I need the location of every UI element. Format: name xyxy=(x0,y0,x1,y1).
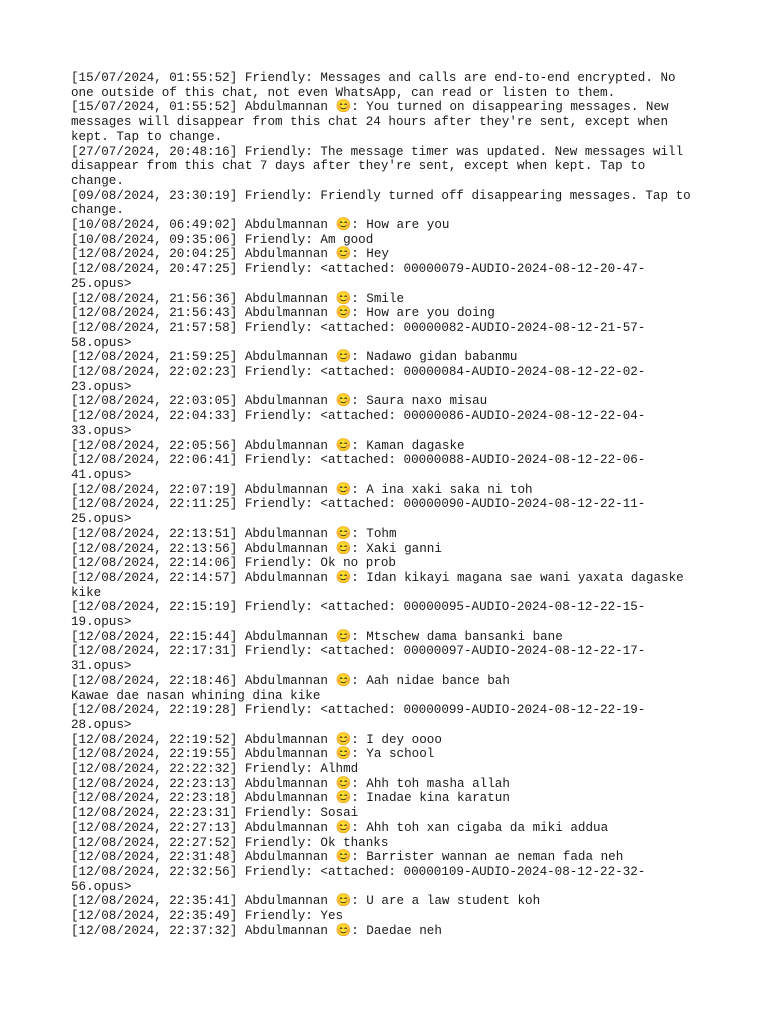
chat-line: [10/08/2024, 06:49:02] Abdulmannan 😊: How are you xyxy=(71,218,450,233)
chat-line: [12/08/2024, 21:59:25] Abdulmannan 😊: Nadawo gidan babanmu xyxy=(71,350,518,365)
chat-line: [12/08/2024, 22:31:48] Abdulmannan 😊: Barrister wannan ae neman fada neh xyxy=(71,850,624,865)
chat-line: [12/08/2024, 22:27:52] Friendly: Ok thanks xyxy=(71,835,389,850)
chat-line: [12/08/2024, 22:22:32] Friendly: Alhmd xyxy=(71,762,359,777)
chat-line: [12/08/2024, 22:07:19] Abdulmannan 😊: A ina xaki saka ni toh xyxy=(71,482,533,497)
chat-line: [12/08/2024, 22:35:41] Abdulmannan 😊: U are a law student koh xyxy=(71,894,541,909)
chat-line: [12/08/2024, 22:19:28] Friendly: <attached: 00000099-AUDIO-2024-08-12-22-19-28.opus> xyxy=(71,703,646,732)
chat-line: [12/08/2024, 22:19:52] Abdulmannan 😊: I dey oooo xyxy=(71,732,442,747)
chat-line: [12/08/2024, 22:04:33] Friendly: <attached: 00000086-AUDIO-2024-08-12-22-04-33.opus> xyxy=(71,409,646,438)
chat-line: [12/08/2024, 22:19:55] Abdulmannan 😊: Ya school xyxy=(71,747,435,762)
chat-line: [12/08/2024, 22:13:51] Abdulmannan 😊: Tohm xyxy=(71,526,397,541)
chat-line: [12/08/2024, 20:04:25] Abdulmannan 😊: Hey xyxy=(71,247,389,262)
chat-log xyxy=(71,71,701,938)
chat-line: [12/08/2024, 22:14:57] Abdulmannan 😊: Idan kikayi magana sae wani yaxata dagaske kike xyxy=(71,570,692,600)
chat-line: [12/08/2024, 22:18:46] Abdulmannan 😊: Aah nidae bance bah Kawae dae nasan whining dina kike xyxy=(71,673,510,703)
chat-line: [12/08/2024, 22:02:23] Friendly: <attached: 00000084-AUDIO-2024-08-12-22-02-23.opus> xyxy=(71,365,646,394)
chat-line: [12/08/2024, 22:13:56] Abdulmannan 😊: Xaki ganni xyxy=(71,541,442,556)
chat-line: [12/08/2024, 22:15:19] Friendly: <attached: 00000095-AUDIO-2024-08-12-22-15-19.opus> xyxy=(71,600,646,630)
chat-line: [12/08/2024, 22:14:06] Friendly: Ok no prob xyxy=(71,556,396,571)
chat-line: [15/07/2024, 01:55:52] Friendly: Messages and calls are end-to-end encrypted. No one outside of this chat, not even WhatsApp, can read or listen to them. xyxy=(71,71,684,100)
chat-line: [12/08/2024, 22:27:13] Abdulmannan 😊: Ahh toh xan cigaba da miki addua xyxy=(71,820,609,835)
document-page xyxy=(71,71,701,938)
chat-line: [12/08/2024, 20:47:25] Friendly: <attached: 00000079-AUDIO-2024-08-12-20-47-25.opus> xyxy=(71,262,646,291)
chat-line: [09/08/2024, 23:30:19] Friendly: Friendly turned off disappearing messages. Tap to change. xyxy=(71,188,699,218)
chat-line: [12/08/2024, 22:11:25] Friendly: <attached: 00000090-AUDIO-2024-08-12-22-11-25.opus> xyxy=(71,497,646,527)
chat-line: [12/08/2024, 22:17:31] Friendly: <attached: 00000097-AUDIO-2024-08-12-22-17-31.opus> xyxy=(71,644,646,674)
chat-line: [12/08/2024, 21:57:58] Friendly: <attached: 00000082-AUDIO-2024-08-12-21-57-58.opus> xyxy=(71,320,646,350)
chat-line: [12/08/2024, 21:56:36] Abdulmannan 😊: Smile xyxy=(71,291,405,306)
chat-line: [15/07/2024, 01:55:52] Abdulmannan 😊: You turned on disappearing messages. New messages will disappear from this chat 24 hours after they're sent, except when kept. Tap to change. xyxy=(71,100,677,144)
chat-line: [12/08/2024, 22:23:18] Abdulmannan 😊: Inadae kina karatun xyxy=(71,791,510,806)
chat-line: [12/08/2024, 22:03:05] Abdulmannan 😊: Saura naxo misau xyxy=(71,394,488,409)
chat-line: [12/08/2024, 22:35:49] Friendly: Yes xyxy=(71,909,344,924)
chat-line: [12/08/2024, 22:32:56] Friendly: <attached: 00000109-AUDIO-2024-08-12-22-32-56.opus> xyxy=(71,864,646,894)
chat-line: [12/08/2024, 22:37:32] Abdulmannan 😊: Daedae neh xyxy=(71,923,442,938)
chat-line: [12/08/2024, 21:56:43] Abdulmannan 😊: How are you doing xyxy=(71,306,495,321)
chat-line: [12/08/2024, 22:06:41] Friendly: <attached: 00000088-AUDIO-2024-08-12-22-06-41.opus> xyxy=(71,453,646,482)
chat-line: [27/07/2024, 20:48:16] Friendly: The message timer was updated. New messages will disappear from this chat 7 days after they're sent, except when kept. Tap to change. xyxy=(71,144,691,188)
chat-line: [12/08/2024, 22:05:56] Abdulmannan 😊: Kaman dagaske xyxy=(71,438,465,453)
chat-line: [12/08/2024, 22:23:31] Friendly: Sosai xyxy=(71,806,359,821)
chat-line: [12/08/2024, 22:15:44] Abdulmannan 😊: Mtschew dama bansanki bane xyxy=(71,629,563,644)
chat-line: [12/08/2024, 22:23:13] Abdulmannan 😊: Ahh toh masha allah xyxy=(71,776,510,791)
chat-line: [10/08/2024, 09:35:06] Friendly: Am good xyxy=(71,232,374,247)
